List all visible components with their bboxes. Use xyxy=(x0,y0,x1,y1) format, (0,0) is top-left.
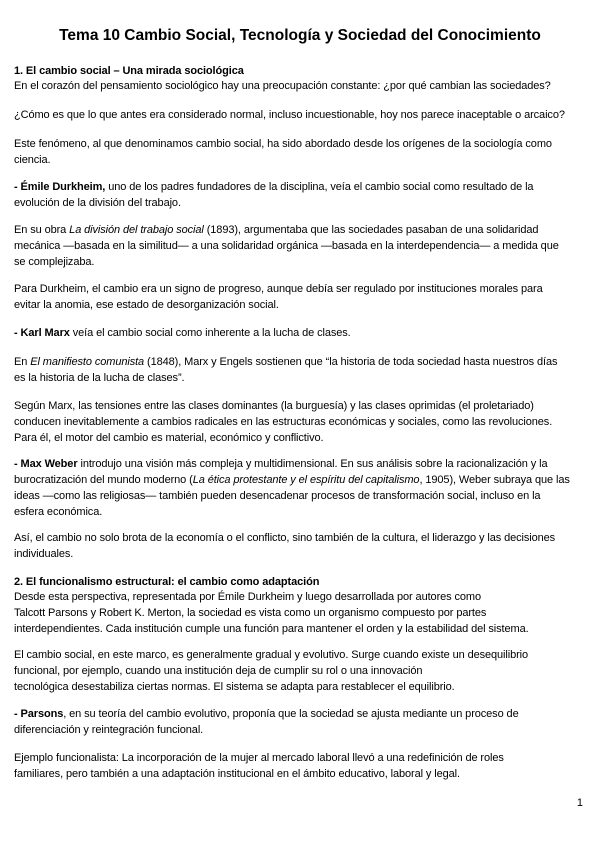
weber-paragraph xyxy=(14,456,586,520)
text-line: se complejizaba. xyxy=(14,256,95,268)
author-name: Parsons xyxy=(20,708,64,720)
example-paragraph xyxy=(14,750,586,782)
text-fragment: En xyxy=(14,356,31,368)
text-line xyxy=(14,325,586,341)
text-fragment: (1893), argumentaba que las sociedades pasaban de una solidaridad xyxy=(203,224,539,236)
text-fragment: En su obra xyxy=(14,224,70,236)
author-name: Max Weber xyxy=(20,458,78,470)
text-fragment: (1848), Marx y Engels sostienen que “la historia de toda sociedad hasta nuestros días xyxy=(144,356,558,368)
text-line: ciencia. xyxy=(14,154,51,166)
book-title: La división del trabajo social xyxy=(69,224,204,236)
phenomenon-paragraph xyxy=(14,136,586,168)
text-line xyxy=(14,706,586,722)
text-line: Este fenómeno, al que denominamos cambio social, ha sido abordado desde los orígenes de la sociología como xyxy=(14,138,552,150)
text-line: Para Durkheim, el cambio era un signo de progreso, aunque debía ser regulado por instituciones morales para xyxy=(14,283,543,295)
page-number: 1 xyxy=(576,797,583,809)
culture-paragraph xyxy=(14,530,586,562)
page-title: Tema 10 Cambio Social, Tecnología y Sociedad del Conocimiento xyxy=(59,27,541,44)
text-line: interdependientes. Cada institución cumple una función para mantener el orden y la estabilidad del sistema. xyxy=(14,623,529,635)
bullet-dash: - xyxy=(14,181,21,193)
text-line: individuales. xyxy=(14,548,74,560)
text-line: Así, el cambio no solo brota de la economía o el conflicto, sino también de la cultura, el liderazgo y las decisiones xyxy=(14,532,556,544)
text-fragment: burocratización del mundo moderno ( xyxy=(14,474,193,486)
text-line: Ejemplo funcionalista: La incorporación de la mujer al mercado laboral llevó a una redefinición de roles xyxy=(14,752,504,764)
text-line: conducen inevitablemente a cambios radicales en las estructuras económicas y sociales, como las revoluciones. xyxy=(14,416,553,428)
text-line: Según Marx, las tensiones entre las clases dominantes (la burguesía) y las clases oprimidas (el proletariado) xyxy=(14,400,534,412)
progress-paragraph xyxy=(14,281,586,313)
text-line: Desde esta perspectiva, representada por Émile Durkheim y luego desarrollada por autores como xyxy=(14,591,482,603)
manifesto-paragraph xyxy=(14,354,586,386)
bullet-dash: - xyxy=(14,458,21,470)
bullet-dash: - xyxy=(14,708,21,720)
book-title: La ética protestante y el espíritu del capitalismo xyxy=(192,474,420,486)
text-line: es la historia de la lucha de clases”. xyxy=(14,372,185,384)
text-line xyxy=(14,179,586,195)
text-line: ideas —como las religiosas— también pueden desencadenar procesos de transformación social, incluso en la xyxy=(14,490,541,502)
gradual-change-paragraph xyxy=(14,647,586,695)
text-fragment: introdujo una visión más compleja y multidimensional. En sus análisis sobre la racionalización y la xyxy=(77,458,548,470)
text-line: evitar la anomia, ese estado de desorganización social. xyxy=(14,299,279,311)
durkheim-paragraph xyxy=(14,179,586,211)
text-line: diferenciación y reintegración funcional. xyxy=(14,724,204,736)
text-line: Para él, el motor del cambio es material, económico y conflictivo. xyxy=(14,432,324,444)
text-line xyxy=(14,456,586,472)
question-paragraph: ¿Cómo es que lo que antes era considerado normal, incluso incuestionable, hoy nos parece inaceptable o arcaico? xyxy=(14,109,565,121)
text-fragment: uno de los padres fundadores de la disciplina, veía el cambio social como resultado de la xyxy=(105,181,534,193)
text-line: El cambio social, en este marco, es generalmente gradual y evolutivo. Surge cuando existe un desequilibrio xyxy=(14,649,529,661)
text-fragment: , en su teoría del cambio evolutivo, proponía que la sociedad se ajusta mediante un proceso de xyxy=(63,708,519,720)
text-line: evolución de la división del trabajo. xyxy=(14,197,181,209)
class-tensions-paragraph xyxy=(14,398,586,446)
section-1-intro: En el corazón del pensamiento sociológico hay una preocupación constante: ¿por qué cambian las sociedades? xyxy=(14,80,551,92)
text-line: tecnológica desestabiliza ciertas normas. El sistema se adapta para restablecer el equilibrio. xyxy=(14,681,455,693)
text-line xyxy=(14,222,586,238)
author-name: Karl Marx xyxy=(20,327,70,339)
text-line: mecánica —basada en la similitud— a una solidaridad orgánica —basada en la interdependencia— a medida que xyxy=(14,240,559,252)
text-line: Talcott Parsons y Robert K. Merton, la sociedad es vista como un organismo compuesto por partes xyxy=(14,607,487,619)
text-fragment: veía el cambio social como inherente a la lucha de clases. xyxy=(69,327,351,339)
text-line xyxy=(14,354,586,370)
text-line xyxy=(14,472,586,488)
text-line: familiares, pero también a una adaptación institucional en el ámbito educativo, laboral y legal. xyxy=(14,768,460,780)
section-1-heading: 1. El cambio social – Una mirada sociológica xyxy=(14,65,244,77)
section-2-heading: 2. El funcionalismo estructural: el cambio como adaptación xyxy=(14,576,320,588)
author-name: Émile Durkheim, xyxy=(20,181,106,193)
parsons-paragraph xyxy=(14,706,586,738)
obra-paragraph xyxy=(14,222,586,270)
marx-paragraph xyxy=(14,325,586,341)
text-fragment: , 1905), Weber subraya que las xyxy=(419,474,570,486)
text-line: esfera económica. xyxy=(14,506,103,518)
bullet-dash: - xyxy=(14,327,21,339)
text-line: funcional, por ejemplo, cuando una institución deja de cumplir su rol o una innovación xyxy=(14,665,423,677)
functionalism-paragraph xyxy=(14,589,586,637)
book-title: El manifiesto comunista xyxy=(30,356,145,368)
